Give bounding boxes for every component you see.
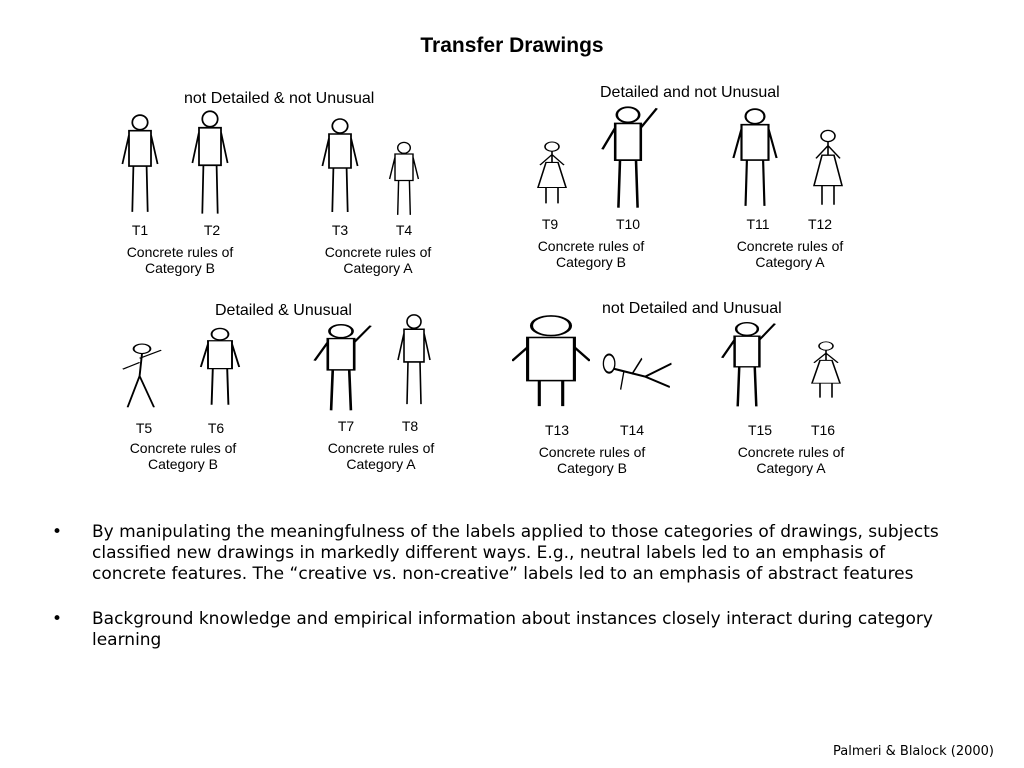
- drawing-t2: [188, 108, 232, 218]
- rule-category: Category B: [144, 260, 216, 276]
- drawing-t5: [118, 342, 166, 410]
- drawing-label-t14: T14: [619, 422, 645, 438]
- drawing-t1: [118, 112, 162, 216]
- bullet-text: By manipulating the meaningfulness of the labels applied to those categories of drawings, subjects classified new drawings in markedly different ways. E.g., neutral labels led to an emphasis of concrete features. The “creative vs. non-creative” labels led to an emphasis of abstract features: [92, 522, 939, 584]
- bullet-icon: •: [52, 609, 63, 629]
- rule-category: Category A: [755, 254, 825, 270]
- rule-category: Category A: [346, 456, 416, 472]
- person-icon: [308, 322, 374, 414]
- drawing-label-t7: T7: [337, 418, 355, 434]
- person-icon: [596, 104, 660, 212]
- rule-line: Concrete rules of: [126, 244, 234, 260]
- rule-caption-q1-b: [105, 244, 255, 276]
- rule-caption-q1-a: [303, 244, 453, 276]
- rule-line: Concrete rules of: [129, 440, 237, 456]
- person-icon: [512, 312, 590, 410]
- person-icon: [394, 312, 434, 408]
- person-icon: [118, 342, 166, 410]
- person-icon: [188, 108, 232, 218]
- quadrant-heading-2: Detailed and not Unusual: [600, 84, 780, 101]
- rule-caption-q4-b: [517, 444, 667, 476]
- bullet-text: Background knowledge and empirical information about instances closely interact during category learning: [92, 609, 933, 650]
- citation: Palmeri & Blalock (2000): [833, 744, 994, 759]
- drawing-t8: [394, 312, 434, 408]
- drawing-label-t12: T12: [807, 216, 833, 232]
- bullet-item: [52, 609, 952, 651]
- drawing-label-t5: T5: [135, 420, 153, 436]
- person-icon: [532, 140, 572, 206]
- drawing-label-t11: T11: [746, 216, 770, 232]
- drawing-t10: [596, 104, 660, 212]
- bullet-list: [52, 522, 952, 675]
- person-icon: [716, 320, 778, 410]
- rule-line: Concrete rules of: [537, 238, 645, 254]
- drawing-label-t8: T8: [401, 418, 419, 434]
- drawing-t15: [716, 320, 778, 410]
- rule-category: Category A: [343, 260, 413, 276]
- person-icon: [808, 128, 848, 208]
- rule-caption-q2-b: [516, 238, 666, 270]
- drawing-label-t10: T10: [615, 216, 641, 232]
- rule-category: Category A: [756, 460, 826, 476]
- drawing-t3: [318, 116, 362, 216]
- drawing-label-t9: T9: [541, 216, 559, 232]
- person-icon: [118, 112, 162, 216]
- rule-caption-q2-a: [715, 238, 865, 270]
- rule-line: Concrete rules of: [327, 440, 435, 456]
- rule-line: Concrete rules of: [538, 444, 646, 460]
- drawing-label-t6: T6: [207, 420, 225, 436]
- person-icon: [386, 140, 422, 218]
- drawing-t11: [728, 106, 782, 210]
- person-icon: [596, 348, 678, 400]
- quadrant-heading-1: not Detailed & not Unusual: [184, 90, 375, 107]
- slide-title: Transfer Drawings: [420, 34, 604, 57]
- rule-category: Category B: [556, 460, 628, 476]
- rule-caption-q3-b: [108, 440, 258, 472]
- drawing-label-t4: T4: [395, 222, 413, 238]
- bullet-item: [52, 522, 952, 585]
- drawing-label-t3: T3: [331, 222, 349, 238]
- drawing-t6: [196, 326, 244, 408]
- drawing-label-t13: T13: [544, 422, 570, 438]
- rule-category: Category B: [147, 456, 219, 472]
- drawing-t7: [308, 322, 374, 414]
- drawing-t4: [386, 140, 422, 218]
- rule-caption-q4-a: [716, 444, 866, 476]
- rule-line: Concrete rules of: [324, 244, 432, 260]
- bullet-icon: •: [52, 522, 63, 542]
- person-icon: [806, 340, 846, 400]
- quadrant-heading-3: Detailed & Unusual: [215, 302, 352, 319]
- person-icon: [196, 326, 244, 408]
- drawing-label-t1: T1: [131, 222, 149, 238]
- drawing-label-t16: T16: [810, 422, 836, 438]
- drawing-label-t15: T15: [747, 422, 773, 438]
- person-icon: [318, 116, 362, 216]
- rule-line: Concrete rules of: [736, 238, 844, 254]
- drawing-t13: [512, 312, 590, 410]
- drawing-t12: [808, 128, 848, 208]
- person-icon: [728, 106, 782, 210]
- rule-caption-q3-a: [306, 440, 456, 472]
- rule-category: Category B: [555, 254, 627, 270]
- drawing-t9: [532, 140, 572, 206]
- drawing-t16: [806, 340, 846, 400]
- drawing-t14: [596, 348, 678, 400]
- drawing-label-t2: T2: [203, 222, 221, 238]
- quadrant-heading-4: not Detailed and Unusual: [602, 300, 782, 317]
- rule-line: Concrete rules of: [737, 444, 845, 460]
